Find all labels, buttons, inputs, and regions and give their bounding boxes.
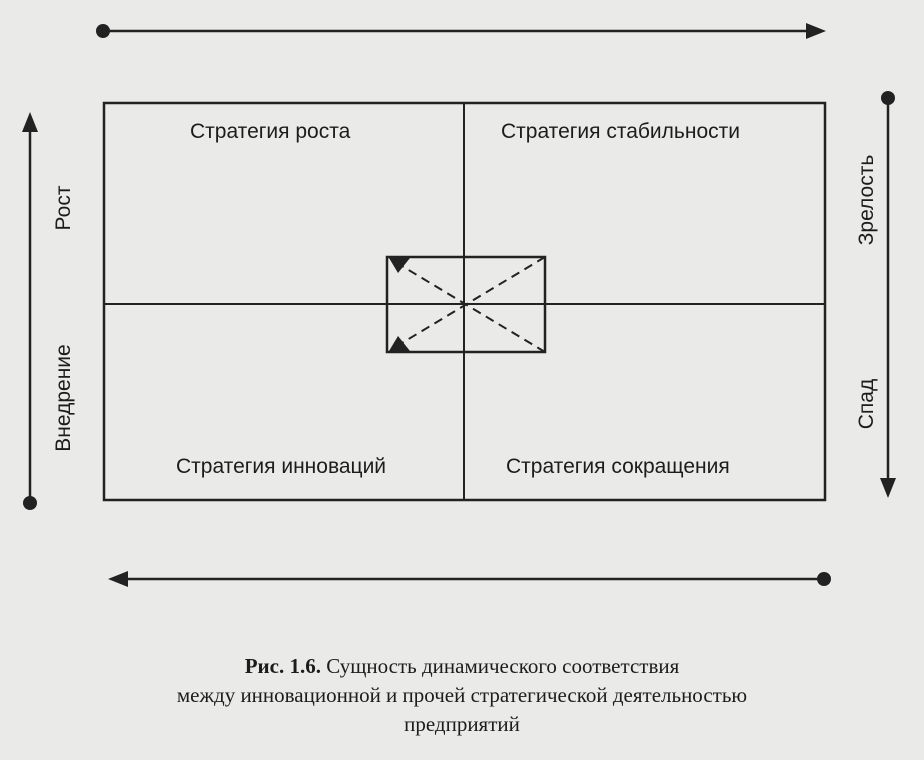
bottom-arrow [108,571,831,587]
bottom-arrow-head [108,571,128,587]
arrowhead-bottom-left [389,336,410,351]
top-arrow [96,23,826,39]
strategy-matrix [104,103,825,500]
caption-title-part-1: Сущность динамического соответствия [326,654,680,678]
side-label-introduction: Внедрение [52,344,75,452]
side-label-maturity: Зрелость [855,154,878,246]
quadrant-label-growth: Стратегия роста [190,120,351,143]
quadrant-label-stability: Стратегия стабильности [501,120,740,143]
dashed-diagonal-to-top-left [392,260,545,352]
left-arrow [22,112,38,510]
figure-caption [0,652,924,739]
arrowhead-top-left [389,258,410,273]
quadrant-label-reduction: Стратегия сокращения [506,455,730,478]
side-label-decline: Спад [855,378,878,430]
caption-line-2: между инновационной и прочей стратегической деятельностью [176,683,748,707]
top-arrow-head [806,23,826,39]
caption-line-3: предприятий [404,712,520,736]
caption-line-1 [0,652,924,681]
right-arrow [880,91,896,498]
figure-number: Рис. 1.6. [244,654,321,678]
side-label-growth: Рост [52,185,75,231]
left-arrow-head [22,112,38,132]
quadrant-label-innovation: Стратегия инноваций [176,455,387,478]
right-arrow-head [880,478,896,498]
